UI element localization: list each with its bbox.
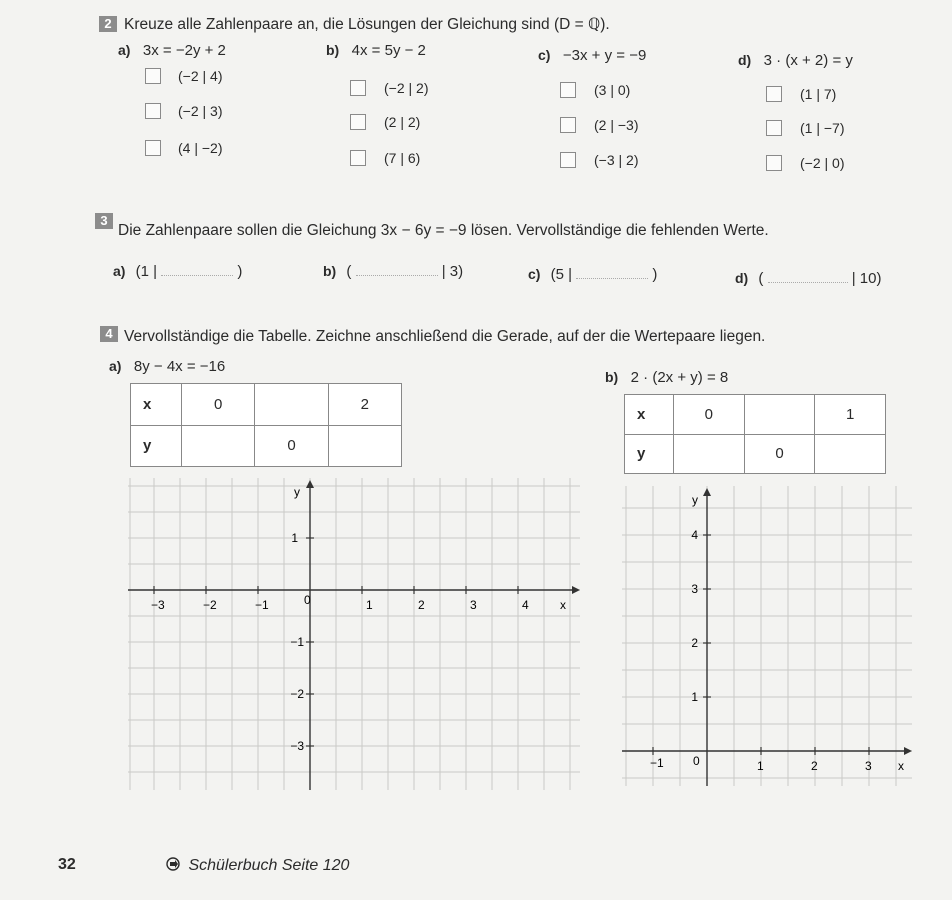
y-tick-label: 3 bbox=[691, 582, 698, 596]
x-tick-label: 1 bbox=[366, 598, 373, 612]
answer-blank[interactable] bbox=[356, 275, 438, 276]
table-cell[interactable]: 0 bbox=[674, 395, 745, 435]
x-axis-label: x bbox=[898, 759, 904, 773]
task4-part-a: a) 8y − 4x = −16 bbox=[109, 358, 226, 375]
option-label: (4 | −2) bbox=[178, 140, 223, 156]
x-tick-label: −2 bbox=[203, 598, 217, 612]
x-tick-label: 3 bbox=[865, 759, 872, 773]
option-label: (−2 | 0) bbox=[800, 155, 845, 171]
checkbox[interactable] bbox=[560, 117, 576, 133]
task2-part-d bbox=[738, 52, 853, 70]
value-table-b bbox=[624, 394, 886, 474]
part-label: b) bbox=[326, 42, 340, 58]
x-tick-label: 2 bbox=[811, 759, 818, 773]
arrow-circle-icon bbox=[166, 857, 180, 871]
x-tick-label: −1 bbox=[255, 598, 269, 612]
equation: 2 · (2x + y) = 8 bbox=[630, 369, 729, 386]
table-cell[interactable]: 0 bbox=[255, 425, 328, 467]
checkbox[interactable] bbox=[350, 114, 366, 130]
x-tick-label: −1 bbox=[650, 756, 664, 770]
x-tick-label: 3 bbox=[470, 598, 477, 612]
x-tick-label: −3 bbox=[151, 598, 165, 612]
task2-part-a bbox=[118, 42, 226, 60]
checkbox[interactable] bbox=[350, 150, 366, 166]
table-cell[interactable] bbox=[182, 425, 255, 467]
option-label: (1 | 7) bbox=[800, 86, 837, 102]
table-cell[interactable] bbox=[255, 384, 328, 426]
task4-part-b: b) 2 · (2x + y) = 8 bbox=[605, 369, 729, 386]
checkbox[interactable] bbox=[766, 120, 782, 136]
option-label: (3 | 0) bbox=[594, 82, 631, 98]
table-header-y: y bbox=[625, 434, 674, 474]
checkbox[interactable] bbox=[145, 103, 161, 119]
y-tick-label: −2 bbox=[290, 687, 304, 701]
task3-item-b: b) ( | 3) bbox=[323, 263, 464, 280]
option-label: (−2 | 4) bbox=[178, 68, 223, 84]
equation: −3x + y = −9 bbox=[562, 47, 647, 64]
table-cell[interactable]: 2 bbox=[328, 384, 401, 426]
coordinate-grid-a[interactable] bbox=[128, 478, 580, 790]
table-cell[interactable] bbox=[815, 434, 886, 474]
answer-blank[interactable] bbox=[768, 282, 848, 283]
coordinate-grid-b[interactable] bbox=[622, 486, 912, 786]
answer-blank[interactable] bbox=[576, 278, 648, 279]
task2-part-b bbox=[326, 42, 426, 60]
table-cell[interactable] bbox=[674, 434, 745, 474]
task3-item-c: c) (5 | ) bbox=[528, 266, 658, 283]
equation: 3 · (x + 2) = y bbox=[763, 52, 853, 69]
checkbox[interactable] bbox=[145, 68, 161, 84]
option-label: (2 | 2) bbox=[384, 114, 421, 130]
y-tick-label: 2 bbox=[691, 636, 698, 650]
answer-blank[interactable] bbox=[161, 275, 233, 276]
option-label: (1 | −7) bbox=[800, 120, 845, 136]
checkbox[interactable] bbox=[766, 86, 782, 102]
grid-lines bbox=[128, 478, 580, 790]
task2-instruction: Kreuze alle Zahlenpaare an, die Lösungen der Gleichung sind (D = ℚ). bbox=[124, 16, 610, 33]
equation: 3x = −2y + 2 bbox=[142, 42, 226, 59]
part-label: d) bbox=[738, 52, 752, 68]
x-axis-arrow-icon bbox=[904, 747, 912, 755]
x-axis-arrow-icon bbox=[572, 586, 580, 594]
task-number-badge: 3 bbox=[95, 213, 113, 229]
x-tick-label: 2 bbox=[418, 598, 425, 612]
y-axis-arrow-icon bbox=[703, 488, 711, 496]
checkbox[interactable] bbox=[145, 140, 161, 156]
task4-instruction: Vervollständige die Tabelle. Zeichne anschließend die Gerade, auf der die Wertepaare liegen. bbox=[124, 328, 766, 345]
value-table-a bbox=[130, 383, 402, 467]
checkbox[interactable] bbox=[766, 155, 782, 171]
part-label: c) bbox=[538, 47, 551, 63]
table-header-y: y bbox=[131, 425, 182, 467]
page-number: 32 bbox=[58, 856, 76, 873]
y-axis-arrow-icon bbox=[306, 480, 314, 488]
table-cell[interactable] bbox=[744, 395, 815, 435]
y-tick-label: −3 bbox=[290, 739, 304, 753]
table-cell[interactable] bbox=[328, 425, 401, 467]
task2-part-c bbox=[538, 47, 646, 65]
task3-instruction: Die Zahlenpaare sollen die Gleichung 3x − 6y = −9 lösen. Vervollständige die fehlenden Werte. bbox=[118, 222, 769, 239]
y-tick-label: −1 bbox=[290, 635, 304, 649]
y-tick-label: 1 bbox=[291, 531, 298, 545]
table-cell[interactable]: 1 bbox=[815, 395, 886, 435]
y-axis-label: y bbox=[692, 493, 698, 507]
option-label: (−2 | 2) bbox=[384, 80, 429, 96]
y-tick-label: 4 bbox=[691, 528, 698, 542]
part-label: a) bbox=[118, 42, 131, 58]
checkbox[interactable] bbox=[560, 152, 576, 168]
x-axis-label: x bbox=[560, 598, 566, 612]
origin-label: 0 bbox=[304, 593, 311, 607]
y-axis-label: y bbox=[294, 485, 300, 499]
equation: 8y − 4x = −16 bbox=[133, 358, 226, 375]
table-header-x: x bbox=[625, 395, 674, 435]
reference-link[interactable] bbox=[166, 857, 349, 875]
table-cell[interactable]: 0 bbox=[744, 434, 815, 474]
x-tick-label: 1 bbox=[757, 759, 764, 773]
task-number-badge: 4 bbox=[100, 326, 118, 342]
table-cell[interactable]: 0 bbox=[182, 384, 255, 426]
task-number-badge: 2 bbox=[99, 16, 117, 32]
table-header-x: x bbox=[131, 384, 182, 426]
option-label: (−3 | 2) bbox=[594, 152, 639, 168]
task3-item-d: d) ( | 10) bbox=[735, 270, 882, 287]
x-tick-label: 4 bbox=[522, 598, 529, 612]
grid-lines bbox=[622, 486, 912, 786]
origin-label: 0 bbox=[693, 754, 700, 768]
task3-item-a: a) (1 | ) bbox=[113, 263, 243, 280]
equation: 4x = 5y − 2 bbox=[351, 42, 426, 59]
checkbox[interactable] bbox=[560, 82, 576, 98]
checkbox[interactable] bbox=[350, 80, 366, 96]
reference-text: Schülerbuch Seite 120 bbox=[188, 857, 350, 874]
option-label: (2 | −3) bbox=[594, 117, 639, 133]
option-label: (7 | 6) bbox=[384, 150, 421, 166]
y-tick-label: 1 bbox=[691, 690, 698, 704]
option-label: (−2 | 3) bbox=[178, 103, 223, 119]
